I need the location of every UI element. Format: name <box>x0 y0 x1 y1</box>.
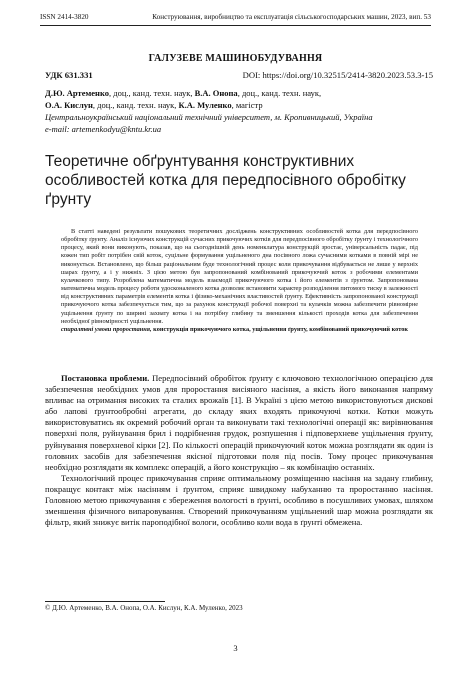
article-title: Теоретичне обґрунтування конструктивних особливостей котка для передпосівного обробітку ґрунту <box>45 153 406 208</box>
udc-code: УДК 631.331 <box>45 70 93 80</box>
paragraph-text: Передпосівний обробіток ґрунту є ключовою технологічною операцією для забезпечення необхідних умов для проростання висіяного насіння, а якість його виконання напряму впливає на отримання високих та сталих врожаїв [1]. В Україні з цією метою використовуються дискові або лапові ґрунтообробні агрегати, до складу яких входять прикочуючі котки. Котки можуть використовуватись як окремий робочий орган та виконувати такі технологічні операції як: вирівнювання поверхні поля, руйнування брил і подрібнення грудок, розпушення і підповерхневе ущільнення ґрунту, руйнування поверхневої кірки [2]. По кількості операцій прикочуючий коток можна розглядати як один із головних засобів для забезпечення якісної підготовки поля під посів. Тому процес прикочування необхідно розглядати як комплекс операцій, а його конструкцію – як комбінацію останніх. <box>45 373 433 472</box>
author-name: Д.Ю. Артеменко <box>45 88 109 98</box>
author-name: В.А. Онопа <box>194 88 238 98</box>
paragraph-lead: Постановка проблеми. <box>61 373 150 383</box>
journal-name: Конструювання, виробництво та експлуатація сільськогосподарських машин, 2023, вип. 53 <box>152 13 431 21</box>
paragraph-problem <box>45 373 433 473</box>
authors-line-2 <box>45 99 433 111</box>
issn: ISSN 2414-3820 <box>40 13 89 21</box>
page-number: 3 <box>233 643 238 653</box>
section-title: ГАЛУЗЕВЕ МАШИНОБУДУВАННЯ <box>148 53 323 64</box>
author-name: К.А. Муленко <box>178 100 232 110</box>
abstract <box>61 228 418 334</box>
doi-link[interactable]: DOI: https://doi.org/10.32515/2414-3820.2023.53.3-15 <box>242 70 433 80</box>
email[interactable]: e-mail: artemenkodyu@kntu.kr.ua <box>45 124 162 134</box>
udc-doi-row <box>45 70 433 80</box>
paragraph-technology: Технологічний процес прикочування сприяє оптимальному розміщенню насіння на задану глибину, покращує контакт між насінням і ґрунтом, сприяє швидкому набуханню та проростанню насіння. Головною метою прикочування є збереження вологості в ґрунті, особливо в посушливих умовах, шляхом зменшення фізичного випаровування. Створений прикочуванням ущільнений шар можна розглядати як фільтр, який знижує витік пароподібної вологи, особливо коли вода в ґрунті обмежена. <box>45 472 433 528</box>
keywords <box>61 326 418 334</box>
authors-line-1 <box>45 87 433 99</box>
author-degree: , доц., канд. техн. наук, <box>237 88 322 98</box>
copyright-footnote: © Д.Ю. Артеменко, В.А. Онопа, О.А. Кислун, К.А. Муленко, 2023 <box>45 604 243 612</box>
author-degree: , магістр <box>231 100 263 110</box>
author-block <box>45 87 433 135</box>
author-degree: , доц., канд. техн. наук, <box>92 100 179 110</box>
author-name: О.А. Кислун <box>45 100 93 110</box>
abstract-text: В статті наведені результати пошукових теоретичних досліджень конструктивних особливостей котка для передпосівного обробітку ґрунту. Аналіз існуючих конструкцій сучасних прикочуючих котків для передпосівного обробітку ґрунту і технологічного процесу, який вони виконують, показав, що на сьогоднішній день номенклатура конструкцій зростає, універсальність падає, під кожен тип робіт потрібен свій коток, суцільне формування ущільненого дна посівного ложа сучасними котками в повній мірі не виконується. Встановлено, що більш раціональним буде технологічний процес коли прикочування відбувається не лише у верхніх шарах ґрунту, а і у нижніх. З цією метою був запропонований комбінований прикочуючий коток з робочими елементами кулачкового типу. Розроблена математична модель взаємодії прикочуючого котка і його елементів з ґрунтом. Запропонована математична модель процесу роботи удосконаленого котка дозволяє встановити характер розподілення питомого тиску в залежності від конструктивних параметрів елементів котка і фізико-механічних властивостей ґрунту. Ефективність запропонованої конструкції прикочуючого котка забезпечується тим, що за рахунок конструкції робочої поверхні та кулачків можна забезпечити рівномірне ущільнення ґрунту по ширині захвату котка і на потрібну глибину та зменшення кількості проходів котка для забезпечення необхідної рівномірності ущільнення. <box>61 228 418 325</box>
author-degree: , доц., канд. техн. наук, <box>109 88 195 98</box>
article-body <box>45 373 433 528</box>
affiliation: Центральноукраїнський національний технічний університет, м. Кропивницький, Україна <box>45 112 373 122</box>
footnote-divider <box>45 601 165 602</box>
keywords-label: спиралтвні умови проростання, <box>61 325 152 333</box>
keywords-text: конструкція прикочуючого котка, ущільнення ґрунту, комбінований прикочуючий коток <box>151 325 409 333</box>
header-divider <box>40 25 431 26</box>
running-header <box>40 13 431 21</box>
